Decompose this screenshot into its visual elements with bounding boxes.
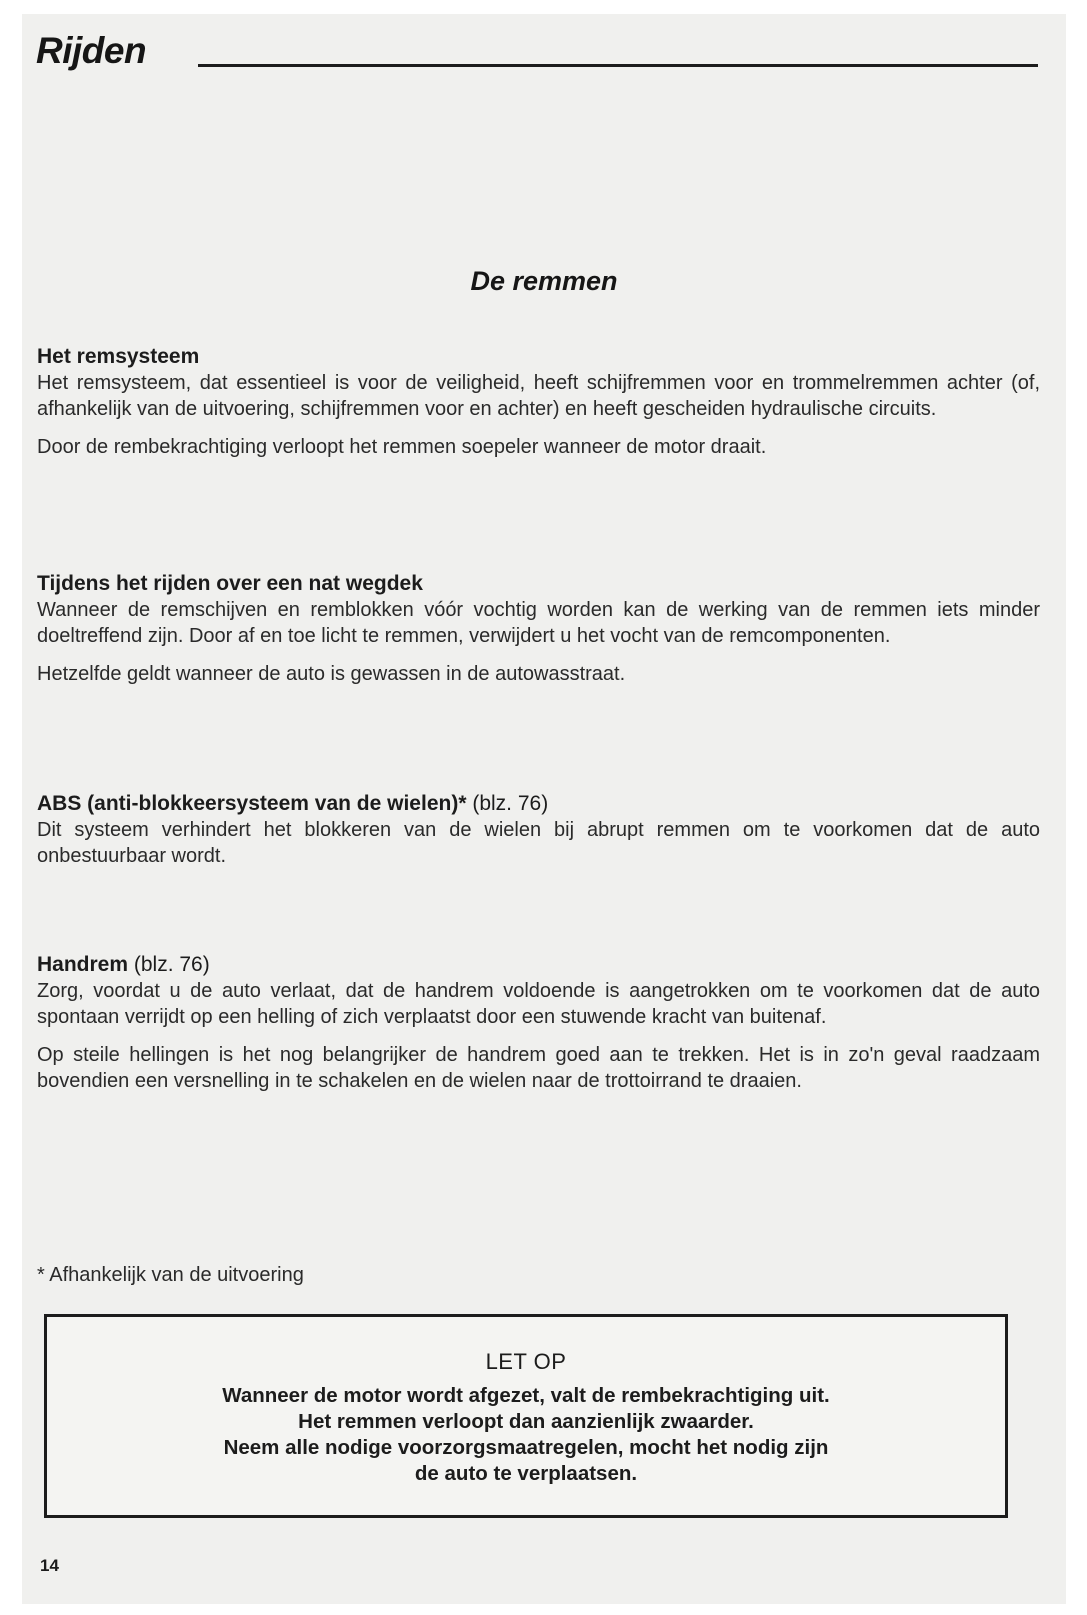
warning-line: Het remmen verloopt dan aanzienlijk zwaarder. — [298, 1410, 754, 1433]
section-heading — [37, 344, 1040, 370]
page-number: 14 — [40, 1556, 59, 1575]
heading-ref: (blz. 76) — [128, 953, 210, 976]
paragraph: Op steile hellingen is het nog belangrijker de handrem goed aan te trekken. Het is in zo'n geval raadzaam bovendien een versnelling in te schakelen en de wielen naar de trottoirrand te draaien. — [37, 1044, 1040, 1092]
paragraph: Wanneer de remschijven en remblokken vóór vochtig worden kan de werking van de remmen iets minder doeltreffend zijn. Door af en toe licht te remmen, verwijdert u het vocht van de remcomponenten. — [37, 599, 1040, 647]
warning-line: Wanneer de motor wordt afgezet, valt de rembekrachtiging uit. — [222, 1384, 830, 1407]
section-nat-wegdek — [37, 571, 1040, 699]
paragraph: Door de rembekrachtiging verloopt het remmen soepeler wanneer de motor draait. — [37, 436, 767, 458]
chapter-title: Rijden — [36, 30, 147, 71]
paragraph: Zorg, voordat u de auto verlaat, dat de handrem voldoende is aangetrokken om te voorkomen dat de auto spontaan verrijdt op een helling of zich verplaatst door een stuwende kracht van buitenaf. — [37, 980, 1040, 1028]
header-rule — [198, 64, 1038, 67]
section-remsysteem — [37, 344, 1040, 472]
section-heading — [37, 952, 1040, 978]
section-heading — [37, 791, 1040, 817]
section-heading — [37, 571, 1040, 597]
warning-line: Neem alle nodige voorzorgsmaatregelen, mocht het nodig zijn — [223, 1436, 829, 1459]
paragraph: Het remsysteem, dat essentieel is voor de veiligheid, heeft schijfremmen voor en trommelremmen achter (of, afhankelijk van de uitvoering, schijfremmen voor en achter) en heeft gescheiden hydraulische circuits. — [37, 372, 1040, 420]
heading-text: ABS (anti-blokkeersysteem van de wielen)* — [37, 792, 467, 815]
heading-text: Tijdens het rijden over een nat wegdek — [37, 572, 423, 595]
section-abs — [37, 791, 1040, 881]
warning-line: de auto te verplaatsen. — [414, 1462, 638, 1485]
footnote: * Afhankelijk van de uitvoering — [37, 1264, 304, 1286]
warning-title: LET OP — [485, 1349, 567, 1374]
section-handrem — [37, 952, 1040, 1106]
paragraph: Dit systeem verhindert het blokkeren van de wielen bij abrupt remmen om te voorkomen dat de auto onbestuurbaar wordt. — [37, 819, 1040, 867]
section-title: De remmen — [470, 266, 618, 296]
heading-ref: (blz. 76) — [466, 792, 549, 815]
heading-text: Handrem — [37, 953, 129, 976]
warning-text — [47, 1383, 1005, 1487]
warning-box — [44, 1314, 1008, 1518]
paragraph: Hetzelfde geldt wanneer de auto is gewassen in de autowasstraat. — [37, 663, 626, 685]
heading-text: Het remsysteem — [37, 345, 200, 368]
